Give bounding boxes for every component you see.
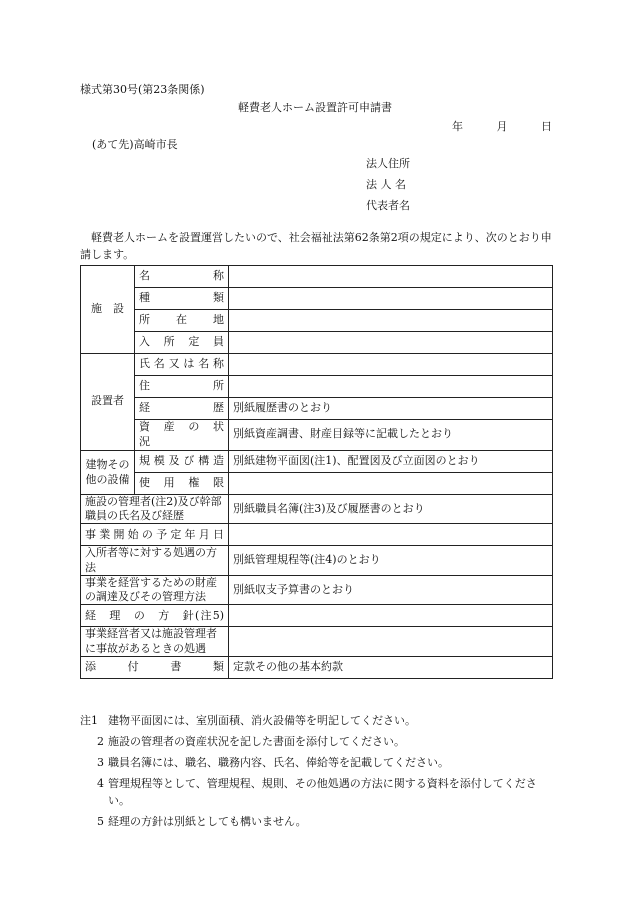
note-item: [80, 754, 552, 771]
founder-name-value[interactable]: [229, 354, 553, 376]
addressee: (あて先)高崎市長: [92, 138, 178, 151]
start-date-value[interactable]: [229, 524, 553, 546]
founder-name-label: 氏名又は名称: [135, 354, 229, 376]
facility-name-label: 名 称: [135, 266, 229, 288]
form-title: 軽費老人ホーム設置許可申請書: [238, 101, 392, 114]
table-row: [81, 398, 553, 420]
note-number: 2: [97, 735, 104, 749]
facility-group-label: 施 設: [81, 266, 135, 354]
table-row: [81, 310, 553, 332]
note-number: 4: [97, 777, 104, 791]
manager-label: 施設の管理者(注2)及び幹部職員の氏名及び経歴: [81, 494, 229, 524]
table-row: [81, 627, 553, 657]
founder-address-label: 住 所: [135, 376, 229, 398]
table-row: [81, 354, 553, 376]
notes: [80, 712, 552, 834]
policy-value[interactable]: [229, 605, 553, 627]
date-year: 年: [452, 120, 463, 133]
accident-value[interactable]: [229, 627, 553, 657]
note-text: 職員名簿には、職名、職務内容、氏名、俸給等を記載してください。: [108, 756, 449, 770]
table-row: [81, 494, 553, 524]
founder-assets-label: 資 産 の 状 況: [135, 420, 229, 451]
building-group-label: 建物その他の設備: [81, 450, 135, 494]
note-item: [80, 813, 552, 830]
table-row: [81, 605, 553, 627]
applicant-representative-label: 代表者名: [366, 198, 410, 212]
table-row: [81, 546, 553, 576]
policy-label: 経 理 の 方 針(注5): [81, 605, 229, 627]
building-use-right-label: 使 用 権 限: [135, 472, 229, 494]
applicant-address-label: 法人住所: [366, 157, 410, 170]
note-text: 建物平面図には、室別面積、消火設備等を明記してください。: [108, 714, 416, 727]
date-line: [452, 120, 552, 135]
note-item: [80, 712, 552, 729]
founder-address-value[interactable]: [229, 376, 553, 398]
table-row: [81, 524, 553, 546]
date-day: 日: [541, 120, 552, 133]
table-row: [81, 472, 553, 494]
finance-value[interactable]: 別紙収支予算書のとおり: [229, 575, 553, 605]
building-scale-value[interactable]: 別紙建物平面図(注1)、配置図及び立面図のとおり: [229, 450, 553, 472]
start-date-label: 事業開始の予定年月日: [81, 524, 229, 546]
facility-location-label: 所 在 地: [135, 310, 229, 332]
treatment-value[interactable]: 別紙管理規程等(注4)のとおり: [229, 546, 553, 576]
facility-name-value[interactable]: [229, 266, 553, 288]
note-item: [80, 775, 552, 809]
table-row: [81, 288, 553, 310]
finance-label: 事業を経営するための財産の調達及びその管理方法: [81, 575, 229, 605]
table-row: [81, 420, 553, 451]
facility-capacity-value[interactable]: [229, 332, 553, 354]
founder-assets-value[interactable]: 別紙資産調書、財産目録等に記載したとおり: [229, 420, 553, 451]
table-row: [81, 266, 553, 288]
manager-value[interactable]: 別紙職員名簿(注3)及び履歴書のとおり: [229, 494, 553, 524]
founder-career-label: 経 歴: [135, 398, 229, 420]
facility-type-label: 種 類: [135, 288, 229, 310]
note-item: [80, 733, 552, 750]
founder-career-value[interactable]: 別紙履歴書のとおり: [229, 398, 553, 420]
table-row: [81, 376, 553, 398]
accident-label: 事業経営者又は施設管理者に事故があるときの処遇: [81, 627, 229, 657]
note-text: 管理規程等として、管理規程、規則、その他処遇の方法に関する資料を添付してください。: [108, 777, 537, 808]
applicant-name-label: 法 人 名: [366, 177, 406, 191]
note-text: 経理の方針は別紙としても構いません。: [108, 815, 307, 829]
facility-location-value[interactable]: [229, 310, 553, 332]
note-number: 5: [97, 815, 104, 829]
note-number: 注1: [80, 714, 98, 727]
building-scale-label: 規模及び構造: [135, 450, 229, 472]
form-number: 様式第30号(第23条関係): [80, 83, 205, 96]
facility-capacity-label: 入 所 定 員: [135, 332, 229, 354]
treatment-label: 入所者等に対する処遇の方法: [81, 546, 229, 576]
intro-text: 軽費老人ホームを設置運営したいので、社会福祉法第62条第2項の規定により、次のとおり申請します。: [80, 231, 552, 262]
table-row: [81, 575, 553, 605]
application-table: [80, 265, 553, 679]
table-row: [81, 657, 553, 679]
building-use-right-value[interactable]: [229, 472, 553, 494]
facility-type-value[interactable]: [229, 288, 553, 310]
date-month: 月: [496, 120, 508, 133]
table-row: [81, 450, 553, 472]
applicant-block: [366, 157, 410, 220]
note-text: 施設の管理者の資産状況を記した書面を添付してください。: [108, 735, 405, 749]
attachments-value[interactable]: 定款その他の基本約款: [229, 657, 553, 679]
founder-group-label: 設置者: [81, 354, 135, 451]
attachments-label: 添 付 書 類: [81, 657, 229, 679]
note-number: 3: [97, 756, 104, 770]
table-row: [81, 332, 553, 354]
